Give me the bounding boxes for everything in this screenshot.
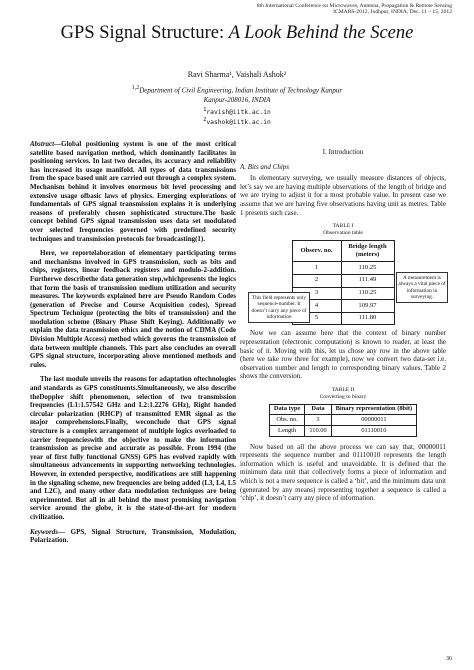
affil-line-1: Department of Civil Engineering, Indian Institute of Technology Kanpur [139, 86, 343, 95]
abstract-para-3: The last module unveils the reasons for adaptation oftechnologies and standards as GPS constituents.Simultaneously, we also describe theDoppler shift phenomenon, selection of two transmission frequencies (L1:1.57542 GHz and L2:1.2276 GHz), Right handed circular polarization (RHCP) of transmitted EMR signal as the major comprehensions.Finally, weconclude that GPS signal structure is a complex arrangement of multiple logics overloaded to carrier frequencieswith the objective to make the information transmission as precise and accurate as possible. From 1994 (the year of first fully functional GNSS) GPS has evolved rapidly with simultaneous advancements in supporting networking technologies. However, in extended perspective, modifications are still happening in the signaling scheme, new frequencies are being added (L3, L4, L5 and L2C), and many other data modulation techniques are being experimented. But all in all behind the most promising navigation service around the globe, it is the state-of-the-art for modern civilization. [30, 375, 236, 521]
title-plain: GPS Signal Structure: [60, 23, 229, 43]
right-column [240, 140, 446, 509]
callout-sequence-number: This field represents only sequence-number. It doesn’t carry any piece of information [248, 292, 310, 323]
table2-label: TABLE II [331, 386, 355, 393]
authors: Ravi Sharma¹, Vaishali Ashok² [187, 70, 287, 79]
keywords [30, 528, 236, 545]
conference-header [222, 3, 452, 16]
affiliation [0, 84, 474, 105]
affil-line-2: Kanpur-208016, INDIA [203, 95, 271, 104]
subsection-heading-bits-chips: A. Bits and Chips [240, 162, 290, 171]
page-number: 36 [446, 656, 452, 662]
table2-header-type: Data type [269, 404, 304, 415]
keywords-text: — GPS, Signal Structure, Transmission, Modulation, Polarization. [30, 527, 236, 545]
title-italic: A Look Behind the Scene [228, 23, 414, 43]
table2-title: Converting to binary [319, 393, 367, 400]
table1-label: TABLE I [332, 223, 354, 230]
intro-paragraph-2: Now we can assume here that the context of binary number representation (electronic computation) is known to reader, at least the basic of it. Moving with this, let us chose any row in the above table (here we take row three for example), now we convert two data-set i.e. observation number and length to corresponding binary values. Table 2 shows the conversion. [240, 329, 446, 381]
section-heading-introduction: I. Introduction [322, 148, 364, 156]
left-column [30, 140, 236, 551]
affil-sup: 1,2 [131, 85, 140, 91]
conference-line-1: 8th International Conference on Microwaves, Antenna, Propagation & Remote Sensing [256, 3, 452, 9]
table1-header-obs: Observ. no. [292, 241, 341, 262]
callout-measurement: A measurement is always a vital piece of information in surveying. [396, 272, 448, 303]
abstract-label: Abstract [30, 140, 55, 148]
keywords-label: Keywords [30, 527, 58, 536]
intro-paragraph-3: Now based on all the above process we can say that, 00000011 represents the sequence number and 01110010 represents the length information which is useful and unavoidable. It is defined that the minimum data unit that collectively forms a piece of information and which is not a mere sequence is called a ‘bit’, and the minimum data unit (generated by any means) representing together a sequence is called a ‘chip’, it doesn’t carry any piece of information. [240, 442, 446, 503]
intro-paragraph-1: In elementary surveying, we usually measure distances of objects, let’s say we are having multiple observations of the length of bridge and we are trying to adjust it for a most probable value. In present case we assume that we are having five observations having unit as metres. Table 1 presents such case. [240, 174, 446, 217]
table2-header-binary: Binary representation (8bit) [331, 404, 416, 415]
table1-header-length: Bridge length (meters) [341, 241, 394, 262]
conference-line-2: ICMARS-2012, Jodhpur, INDIA, Dec. 11 – 15, 2012 [333, 9, 452, 16]
table2-caption [240, 387, 446, 401]
table-row: 1 110.25 [292, 262, 394, 275]
table-row: 2 111.49 [292, 274, 394, 287]
abstract [30, 140, 236, 243]
abstract-para-2: Here, we reportelaboration of elementary participating terms and mechanisms involved in GPS transmission, such as bits and chips, registers, linear feedback registers and modulo-2-addition. Furtherwe describethe data generation step,whichpresents the logics that form the basis of transmission medium utilization and security measures. The keywords explained here are Pseudo Random Codes (generation of Precise and Course Acquisition codes), Spread Spectrum Technique (protecting the bits of transmission) and the modulation scheme (Binary Phase Shift Keying). Additionally we explain the data transmission ethics and the notion of CDMA (Code Division Multiple Access) method which governs the transmission of data between multiple channels. This part also concludes an overall GPS signal structure, incorporating above mentioned methods and rules. [30, 249, 236, 369]
email-1: $^1$ravish@iitk.ac.in [203, 107, 271, 117]
table1-title: Observation table [323, 230, 363, 237]
table2-header-data: Data [305, 404, 331, 415]
abstract-text: —Global positioning system is one of the most critical satellite based navigation method, which dominantly facilitates in positioning services. In last two decades, its accuracy and reliability has increased its usage manifold. All types of data transmissions from the space based unit are carried out through a complex system. Mechanism behind it involves enormous bit level processing and extensive usage ofbasic laws of physics. Emerging explorations of fundamentals of GPS signal transmission explains it is underlying reasons of preferably chosen sophisticated structure.The basic concept behind GPS signal transmission uses data set modulated over selected frequencies governed with predefined security techniques and transmission protocols for broadcasting(1). [30, 140, 236, 243]
table-row: 4 109.97 [292, 300, 394, 313]
paper-title [0, 22, 474, 44]
table-row: 3 110.25 [292, 287, 394, 300]
binary-table [269, 404, 417, 437]
table-row: Obs. no. 3 00000011 [269, 415, 416, 426]
email-2: $^2$vashok@iitk.ac.in [203, 117, 271, 127]
table1-caption [240, 223, 446, 237]
table-row: Length 110.00 01110010 [269, 426, 416, 437]
table-row: 5 111.80 [292, 312, 394, 325]
